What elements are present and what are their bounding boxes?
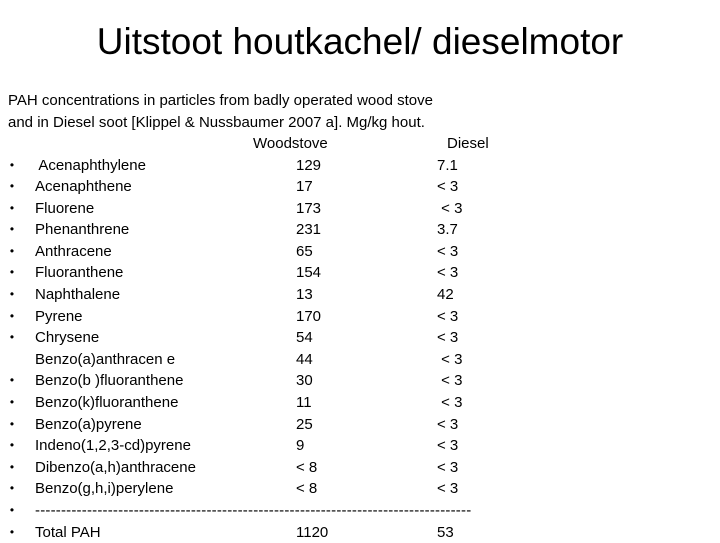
bullet-icon: • [5,306,19,328]
table-row [0,241,720,263]
compound-name: Pyrene [35,306,83,328]
bullet-icon: • [5,219,19,241]
pah-table [0,155,720,543]
table-row [0,284,720,306]
woodstove-value: 44 [296,349,313,371]
compound-name: Naphthalene [35,284,120,306]
woodstove-value: 17 [296,176,313,198]
woodstove-value: 30 [296,370,313,392]
diesel-value: < 3 [437,414,458,436]
bullet-icon: • [5,176,19,198]
compound-name: Dibenzo(a,h)anthracene [35,457,196,479]
diesel-value: < 3 [437,262,458,284]
woodstove-value: 173 [296,198,321,220]
woodstove-value: 25 [296,414,313,436]
compound-name: Fluorene [35,198,94,220]
woodstove-value: 65 [296,241,313,263]
intro-line-2: and in Diesel soot [Klippel & Nussbaumer 2007 a]. Mg/kg hout. [8,112,433,134]
bullet-icon: • [5,522,19,543]
compound-name: Fluoranthene [35,262,123,284]
bullet-icon: • [5,500,19,522]
intro-line-1: PAH concentrations in particles from badly operated wood stove [8,90,433,112]
total-label: Total PAH [35,522,101,543]
separator-row [0,500,720,522]
woodstove-value: 154 [296,262,321,284]
bullet-icon: • [5,284,19,306]
bullet-icon: • [5,392,19,414]
compound-name: Anthracene [35,241,112,263]
table-row [0,435,720,457]
woodstove-value: 9 [296,435,304,457]
compound-name: Acenaphthene [35,176,132,198]
separator-line: ------------------------------------------------------------------------------------ [35,500,503,522]
column-header-woodstove: Woodstove [253,133,328,155]
diesel-value: < 3 [437,370,462,392]
bullet-icon: • [5,241,19,263]
diesel-value: < 3 [437,349,462,371]
compound-name: Benzo(b )fluoranthene [35,370,183,392]
woodstove-value: 170 [296,306,321,328]
bullet-icon: • [5,370,19,392]
table-row [0,198,720,220]
bullet-icon: • [5,262,19,284]
total-woodstove-value: 1120 [296,522,328,543]
diesel-value: < 3 [437,392,462,414]
woodstove-value: 11 [296,392,312,414]
woodstove-value: 54 [296,327,313,349]
diesel-value: < 3 [437,435,458,457]
bullet-icon: • [5,414,19,436]
table-row [0,392,720,414]
table-row [0,176,720,198]
bullet-icon: • [5,478,19,500]
compound-name: Benzo(k)fluoranthene [35,392,178,414]
table-row [0,414,720,436]
diesel-value: < 3 [437,198,462,220]
table-row [0,478,720,500]
compound-name: Indeno(1,2,3-cd)pyrene [35,435,191,457]
total-diesel-value: 53 [437,522,454,543]
table-row [0,457,720,479]
compound-name: Benzo(g,h,i)perylene [35,478,173,500]
woodstove-value: 231 [296,219,321,241]
table-row [0,349,720,371]
bullet-icon: • [5,327,19,349]
table-row [0,155,720,177]
diesel-value: < 3 [437,176,458,198]
intro-text [8,90,433,133]
woodstove-value: < 8 [296,457,317,479]
diesel-value: 42 [437,284,454,306]
table-row [0,306,720,328]
column-header-diesel: Diesel [447,133,489,155]
table-row [0,370,720,392]
diesel-value: < 3 [437,478,458,500]
table-row [0,327,720,349]
bullet-icon: • [5,155,19,177]
diesel-value: < 3 [437,457,458,479]
woodstove-value: < 8 [296,478,317,500]
slide-title: Uitstoot houtkachel/ dieselmotor [0,18,720,66]
table-row [0,262,720,284]
table-row [0,219,720,241]
compound-name: Acenaphthylene [35,155,146,177]
bullet-icon: • [5,435,19,457]
diesel-value: < 3 [437,241,458,263]
woodstove-value: 129 [296,155,321,177]
compound-name: Benzo(a)pyrene [35,414,142,436]
diesel-value: 7.1 [437,155,458,177]
diesel-value: 3.7 [437,219,458,241]
compound-name: Chrysene [35,327,99,349]
bullet-icon: • [5,457,19,479]
bullet-icon: • [5,198,19,220]
compound-name: Benzo(a)anthracen e [35,349,175,371]
compound-name: Phenanthrene [35,219,129,241]
diesel-value: < 3 [437,306,458,328]
diesel-value: < 3 [437,327,458,349]
woodstove-value: 13 [296,284,313,306]
